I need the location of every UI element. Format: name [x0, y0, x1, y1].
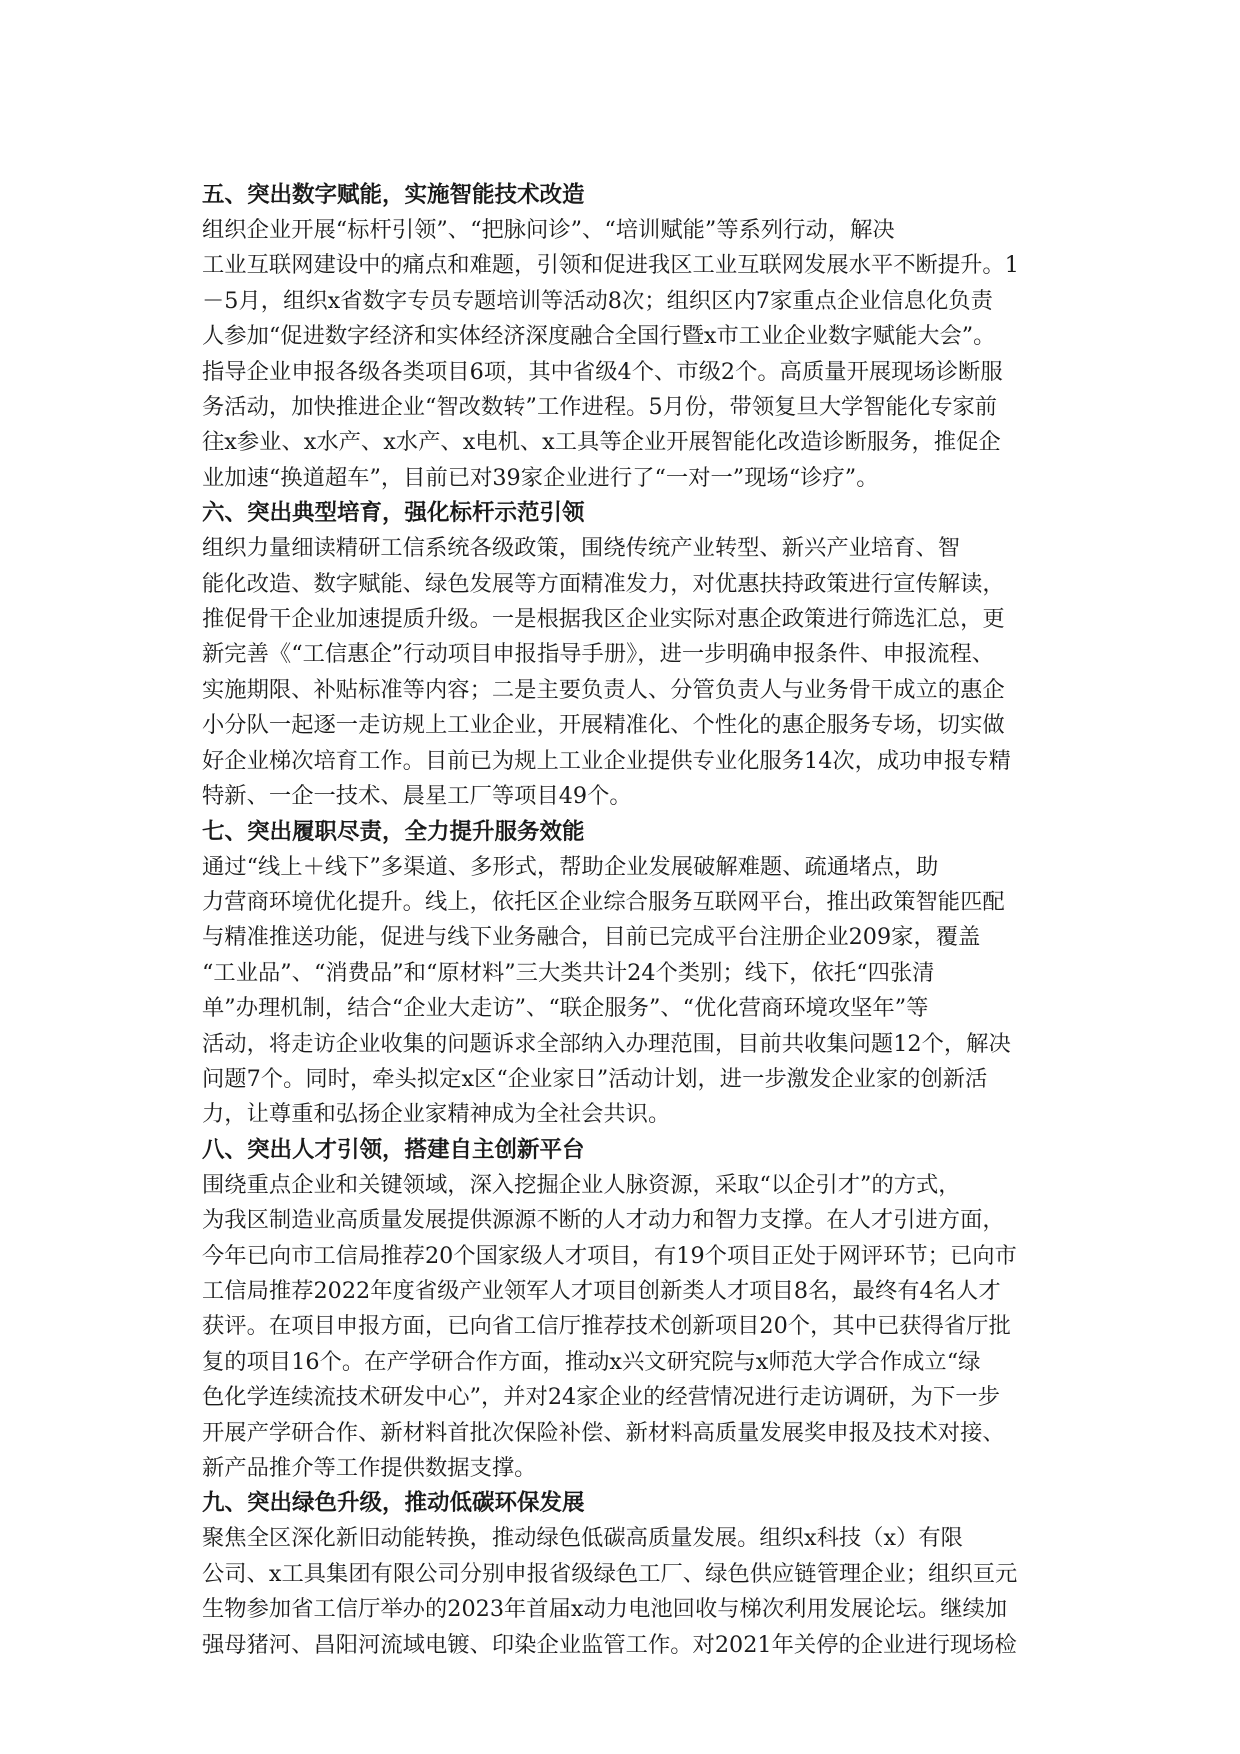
paragraph-line: 实施期限、补贴标准等内容；二是主要负责人、分管负责人与业务骨干成立的惠企 — [202, 676, 1005, 703]
paragraph-line: 生物参加省工信厅举办的2023年首届x动力电池回收与梯次利用发展论坛。继续加 — [202, 1596, 1008, 1623]
section-paragraph — [157, 531, 1088, 814]
paragraph-line: 组织力量细读精研工信系统各级政策，围绕传统产业转型、新兴产业培育、智 — [202, 535, 961, 562]
paragraph-line: 今年已向市工信局推荐20个国家级人才项目，有19个项目正处于网评环节；已向市 — [202, 1242, 1017, 1269]
section — [157, 496, 1088, 814]
paragraph-line: －5月，组织x省数字专员专题培训等活动8次；组织区内7家重点企业信息化负责 — [202, 287, 993, 314]
section-heading: 七、突出履职尽责，全力提升服务效能 — [202, 818, 585, 845]
section-paragraph — [157, 850, 1088, 1133]
paragraph-line: 业加速“换道超车”，目前已对39家企业进行了“一对一”现场“诊疗”。 — [202, 464, 879, 491]
paragraph-line: 复的项目16个。在产学研合作方面，推动x兴文研究院与x师范大学合作成立“绿 — [202, 1348, 981, 1375]
paragraph-line: 务活动，加快推进企业“智改数转”工作进程。5月份，带领复旦大学智能化专家前 — [202, 394, 998, 421]
section-heading: 八、突出人才引领，搭建自主创新平台 — [202, 1136, 585, 1163]
paragraph-line: 问题7个。同时，牵头拟定x区“企业家日”活动计划，进一步激发企业家的创新活 — [202, 1065, 988, 1092]
paragraph-line: 工业互联网建设中的痛点和难题，引领和促进我区工业互联网发展水平不断提升。1 — [202, 252, 1019, 279]
paragraph-line: 聚焦全区深化新旧动能转换，推动绿色低碳高质量发展。组织x科技（x）有限 — [202, 1525, 963, 1552]
paragraph-line: 新完善《“工信惠企”行动项目申报指导手册》，进一步明确申报条件、申报流程、 — [202, 641, 995, 668]
paragraph-line: 开展产学研合作、新材料首批次保险补偿、新材料高质量发展奖申报及技术对接、 — [202, 1419, 1005, 1446]
section — [157, 1486, 1088, 1663]
paragraph-line: 活动，将走访企业收集的问题诉求全部纳入办理范围，目前共收集问题12个，解决 — [202, 1030, 1011, 1057]
paragraph-line: 好企业梯次培育工作。目前已为规上工业企业提供专业化服务14次，成功申报专精 — [202, 747, 1011, 774]
paragraph-line: 组织企业开展“标杆引领”、“把脉问诊”、“培训赋能”等系列行动，解决 — [202, 217, 895, 243]
paragraph-line: 力营商环境优化提升。线上，依托区企业综合服务互联网平台，推出政策智能匹配 — [202, 888, 1005, 915]
paragraph-line: 特新、一企一技术、晨星工厂等项目49个。 — [202, 783, 632, 810]
paragraph-line: 单”办理机制，结合“企业大走访”、“联企服务”、“优化营商环境攻坚年”等 — [202, 995, 929, 1022]
paragraph-line: 与精准推送功能，促进与线下业务融合，目前已完成平台注册企业209家，覆盖 — [202, 924, 981, 951]
paragraph-line: 小分队一起逐一走访规上工业企业，开展精准化、个性化的惠企服务专场，切实做 — [202, 712, 1005, 739]
paragraph-line: 人参加“促进数字经济和实体经济深度融合全国行暨x市工业企业数字赋能大会”。 — [202, 323, 996, 350]
section-heading: 九、突出绿色升级，推动低碳环保发展 — [202, 1490, 585, 1517]
paragraph-line: 色化学连续流技术研发中心”，并对24家企业的经营情况进行走访调研，为下一步 — [202, 1384, 1000, 1411]
paragraph-line: 公司、x工具集团有限公司分别申报省级绿色工厂、绿色供应链管理企业；组织亘元 — [202, 1560, 1018, 1587]
paragraph-line: 推促骨干企业加速提质升级。一是根据我区企业实际对惠企政策进行筛选汇总，更 — [202, 606, 1005, 633]
document-body — [157, 178, 1088, 1663]
paragraph-line: 能化改造、数字赋能、绿色发展等方面精准发力，对优惠扶持政策进行宣传解读， — [202, 570, 1005, 597]
paragraph-line: 获评。在项目申报方面，已向省工信厅推荐技术创新项目20个，其中已获得省厅批 — [202, 1313, 1011, 1340]
paragraph-line: 新产品推介等工作提供数据支撑。 — [202, 1455, 537, 1481]
paragraph-line: 强母猪河、昌阳河流域电镀、印染企业监管工作。对2021年关停的企业进行现场检 — [202, 1631, 1017, 1658]
section-heading: 六、突出典型培育，强化标杆示范引领 — [202, 500, 585, 527]
paragraph-line: 指导企业申报各级各类项目6项，其中省级4个、市级2个。高质量开展现场诊断服 — [202, 358, 1003, 385]
section — [157, 815, 1088, 1133]
paragraph-line: “工业品”、“消费品”和“原材料”三大类共计24个类别；线下，依托“四张清 — [202, 959, 935, 986]
paragraph-line: 工信局推荐2022年度省级产业领军人才项目创新类人才项目8名，最终有4名人才 — [202, 1277, 1001, 1304]
paragraph-line: 通过“线上＋线下”多渠道、多形式，帮助企业发展破解难题、疏通堵点，助 — [202, 853, 939, 880]
paragraph-line: 围绕重点企业和关键领域，深入挖掘企业人脉资源，采取“以企引才”的方式， — [202, 1171, 961, 1198]
section-heading: 五、突出数字赋能，实施智能技术改造 — [202, 182, 585, 208]
paragraph-line: 往x参业、x水产、x水产、x电机、x工具等企业开展智能化改造诊断服务，推促企 — [202, 429, 1001, 456]
paragraph-line: 力，让尊重和弘扬企业家精神成为全社会共识。 — [202, 1101, 671, 1128]
section-paragraph — [157, 213, 1088, 496]
section-paragraph — [157, 1521, 1088, 1663]
section — [157, 1133, 1088, 1487]
section-paragraph — [157, 1168, 1088, 1487]
paragraph-line: 为我区制造业高质量发展提供源源不断的人才动力和智力支撑。在人才引进方面， — [202, 1207, 1005, 1234]
section — [157, 178, 1088, 496]
